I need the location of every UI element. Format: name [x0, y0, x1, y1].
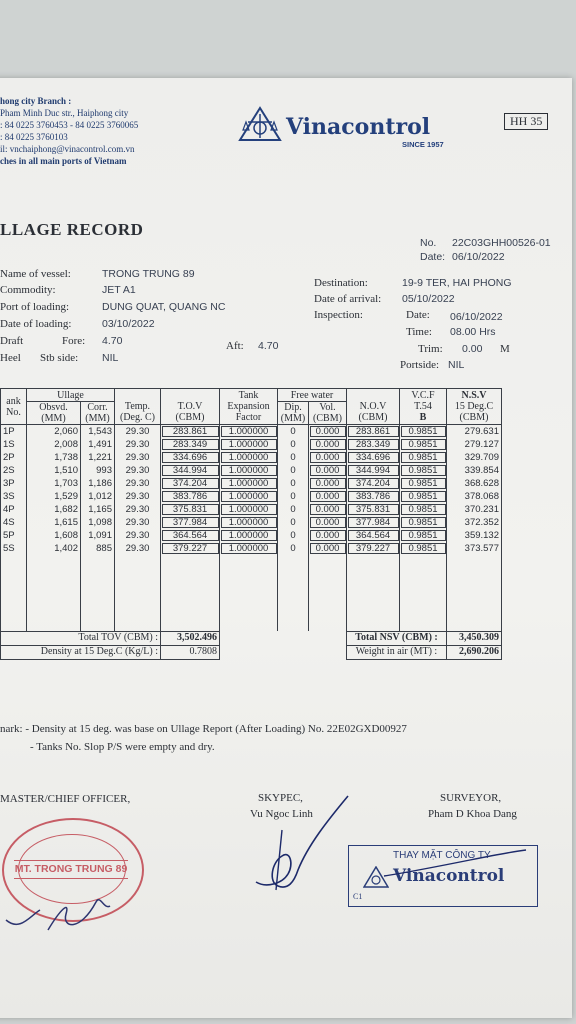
stb-value: NIL	[102, 352, 119, 364]
branch-line-5: il: vnchaiphong@vinacontrol.com.vn	[0, 144, 135, 154]
cell-vol: 0.000	[309, 451, 347, 464]
cell-exp: 1.000000	[220, 490, 278, 503]
cell-nov: 377.984	[347, 516, 400, 529]
cell-temp: 29.30	[115, 516, 161, 529]
col-temp-header: Temp. (Deg. C)	[115, 389, 161, 425]
doc-date-label: Date:	[420, 251, 446, 263]
cell-temp: 29.30	[115, 503, 161, 516]
cell-dip: 0	[278, 451, 309, 464]
cell-obsvd: 2,060	[27, 425, 81, 439]
total-tov-label: Total TOV (CBM) :	[1, 631, 161, 645]
cell-corr: 993	[81, 464, 115, 477]
cell-nsv: 378.068	[447, 490, 502, 503]
cell-corr: 1,091	[81, 529, 115, 542]
cell-corr: 1,186	[81, 477, 115, 490]
cell-vol: 0.000	[309, 438, 347, 451]
cell-corr: 1,098	[81, 516, 115, 529]
cell-obsvd: 1,703	[27, 477, 81, 490]
cell-vol: 0.000	[309, 503, 347, 516]
table-row	[1, 464, 502, 477]
cell-exp: 1.000000	[220, 464, 278, 477]
cell-nov: 379.227	[347, 542, 400, 555]
trim-label: Trim:	[418, 343, 443, 355]
cell-vol: 0.000	[309, 425, 347, 439]
cell-tank: 4P	[1, 503, 27, 516]
brand-since: SINCE 1957	[402, 140, 444, 149]
surveyor-stamp-code: C1	[353, 892, 363, 901]
col-obsvd-header: Obsvd. (MM)	[27, 402, 81, 425]
cell-temp: 29.30	[115, 542, 161, 555]
branch-line-2: Pham Minh Duc str., Haiphong city	[0, 108, 129, 118]
cell-exp: 1.000000	[220, 503, 278, 516]
cell-nov: 334.696	[347, 451, 400, 464]
cell-nsv: 373.577	[447, 542, 502, 555]
cell-tov: 374.204	[161, 477, 220, 490]
fore-value: 4.70	[102, 335, 123, 347]
cell-vcf: 0.9851	[400, 425, 447, 439]
time-value: 08.00 Hrs	[450, 326, 496, 338]
aft-label: Aft:	[226, 340, 244, 352]
cell-vol: 0.000	[309, 542, 347, 555]
skypec-name: Vu Ngoc Linh	[250, 808, 313, 820]
portside-value: NIL	[448, 359, 465, 371]
cell-tank: 5S	[1, 542, 27, 555]
cell-dip: 0	[278, 490, 309, 503]
surveyor-signature-icon	[380, 846, 530, 891]
table-row	[1, 451, 502, 464]
cell-obsvd: 1,402	[27, 542, 81, 555]
cell-temp: 29.30	[115, 490, 161, 503]
col-nov-header: N.O.V (CBM)	[347, 389, 400, 425]
page-title: LLAGE RECORD	[0, 220, 144, 239]
table-row	[1, 542, 502, 555]
cell-vcf: 0.9851	[400, 516, 447, 529]
cell-dip: 0	[278, 529, 309, 542]
cell-corr: 1,491	[81, 438, 115, 451]
col-nsv-header: N.S.V 15 Deg.C (CBM)	[447, 389, 502, 425]
doc-date: 06/10/2022	[452, 251, 505, 263]
inspection-date-label: Date:	[406, 309, 430, 321]
trim-value: 0.00	[462, 343, 483, 355]
cell-tank: 4S	[1, 516, 27, 529]
cell-nov: 283.861	[347, 425, 400, 439]
cell-dip: 0	[278, 425, 309, 439]
cell-nov: 283.349	[347, 438, 400, 451]
skypec-signature-icon	[248, 790, 358, 905]
remark-line-2: - Tanks No. Slop P/S were empty and dry.	[30, 741, 215, 753]
ship-stamp-text: MT. TRONG TRUNG 89	[14, 860, 128, 879]
fore-label: Fore:	[62, 335, 86, 347]
cell-vcf: 0.9851	[400, 490, 447, 503]
table-row	[1, 516, 502, 529]
cell-temp: 29.30	[115, 529, 161, 542]
cell-temp: 29.30	[115, 451, 161, 464]
cell-tov: 344.994	[161, 464, 220, 477]
cell-obsvd: 1,682	[27, 503, 81, 516]
cell-tov: 283.861	[161, 425, 220, 439]
cell-vol: 0.000	[309, 464, 347, 477]
cell-exp: 1.000000	[220, 425, 278, 439]
vinacontrol-logo-icon	[238, 106, 282, 147]
cell-nsv: 372.352	[447, 516, 502, 529]
cell-exp: 1.000000	[220, 438, 278, 451]
remark-line-1: nark: - Density at 15 deg. was base on Ullage Report (After Loading) No. 22E02GXD00927	[0, 723, 407, 735]
col-dip-header: Dip. (MM)	[278, 402, 309, 425]
cell-obsvd: 1,738	[27, 451, 81, 464]
density-label: Density at 15 Deg.C (Kg/L) :	[1, 645, 161, 659]
master-signature-icon	[0, 880, 130, 945]
ullage-group-header: Ullage	[27, 389, 115, 402]
commodity-value: JET A1	[102, 284, 136, 296]
master-label: MASTER/CHIEF OFFICER,	[0, 793, 131, 805]
date-loading-label: Date of loading:	[0, 318, 72, 330]
cell-tank: 1P	[1, 425, 27, 439]
cell-dip: 0	[278, 438, 309, 451]
cell-exp: 1.000000	[220, 529, 278, 542]
cell-vcf: 0.9851	[400, 477, 447, 490]
col-vol-header: Vol. (CBM)	[309, 402, 347, 425]
cell-tank: 2P	[1, 451, 27, 464]
weight-label: Weight in air (MT) :	[347, 645, 447, 659]
skypec-label: SKYPEC,	[258, 792, 303, 804]
destination-value: 19-9 TER, HAI PHONG	[402, 277, 512, 289]
cell-nsv: 329.709	[447, 451, 502, 464]
time-label: Time:	[406, 326, 432, 338]
cell-corr: 1,543	[81, 425, 115, 439]
port-loading-label: Port of loading:	[0, 301, 70, 313]
cell-nsv: 368.628	[447, 477, 502, 490]
portside-label: Portside:	[400, 359, 440, 371]
inspection-label: Inspection:	[314, 309, 363, 321]
destination-label: Destination:	[314, 277, 368, 289]
surveyor-label: SURVEYOR,	[440, 792, 502, 804]
cell-tov: 334.696	[161, 451, 220, 464]
cell-vol: 0.000	[309, 490, 347, 503]
table-blank-area	[1, 555, 502, 631]
cell-vcf: 0.9851	[400, 542, 447, 555]
cell-nsv: 279.631	[447, 425, 502, 439]
table-row	[1, 503, 502, 516]
cell-temp: 29.30	[115, 425, 161, 439]
aft-value: 4.70	[258, 340, 279, 352]
cell-obsvd: 2,008	[27, 438, 81, 451]
cell-tov: 375.831	[161, 503, 220, 516]
col-tank-header: ank No.	[1, 389, 27, 425]
col-exp-header: Tank Expansion Factor	[220, 389, 278, 425]
cell-vcf: 0.9851	[400, 503, 447, 516]
vessel-label: Name of vessel:	[0, 268, 71, 280]
cell-tank: 2S	[1, 464, 27, 477]
density-value: 0.7808	[161, 645, 220, 659]
cell-temp: 29.30	[115, 477, 161, 490]
cell-nsv: 370.231	[447, 503, 502, 516]
branch-line-3: : 84 0225 3760453 - 84 0225 3760065	[0, 120, 139, 130]
ullage-table	[0, 388, 502, 660]
cell-nov: 383.786	[347, 490, 400, 503]
surveyor-stamp-brand: Vinacontrol	[393, 866, 505, 886]
brand-name: Vinacontrol	[286, 114, 431, 140]
cell-tov: 383.786	[161, 490, 220, 503]
weight-value: 2,690.206	[447, 645, 502, 659]
cell-tank: 1S	[1, 438, 27, 451]
cell-nsv: 359.132	[447, 529, 502, 542]
table-row	[1, 438, 502, 451]
cell-obsvd: 1,510	[27, 464, 81, 477]
table-row	[1, 425, 502, 439]
branch-line-6: ches in all main ports of Vietnam	[0, 156, 127, 166]
cell-vol: 0.000	[309, 516, 347, 529]
doc-no-label: No.	[420, 237, 437, 249]
cell-corr: 1,012	[81, 490, 115, 503]
cell-dip: 0	[278, 503, 309, 516]
form-code-box: HH 35	[504, 113, 548, 130]
cell-nov: 364.564	[347, 529, 400, 542]
draft-label: Draft	[0, 335, 24, 347]
cell-nov: 374.204	[347, 477, 400, 490]
cell-vol: 0.000	[309, 529, 347, 542]
cell-vcf: 0.9851	[400, 529, 447, 542]
cell-nov: 375.831	[347, 503, 400, 516]
cell-corr: 1,165	[81, 503, 115, 516]
cell-dip: 0	[278, 516, 309, 529]
surveyor-name: Pham D Khoa Dang	[428, 808, 517, 820]
cell-vcf: 0.9851	[400, 438, 447, 451]
cell-tov: 283.349	[161, 438, 220, 451]
col-tov-header: T.O.V (CBM)	[161, 389, 220, 425]
cell-tank: 3P	[1, 477, 27, 490]
inspection-date-value: 06/10/2022	[450, 311, 503, 323]
cell-exp: 1.000000	[220, 451, 278, 464]
trim-unit: M	[500, 343, 510, 355]
col-corr-header: Corr. (MM)	[81, 402, 115, 425]
cell-obsvd: 1,615	[27, 516, 81, 529]
cell-tov: 379.227	[161, 542, 220, 555]
total-nsv-value: 3,450.309	[447, 631, 502, 645]
cell-tank: 3S	[1, 490, 27, 503]
cell-dip: 0	[278, 477, 309, 490]
total-tov-value: 3,502.496	[161, 631, 220, 645]
cell-tov: 377.984	[161, 516, 220, 529]
heel-label: Heel	[0, 352, 21, 364]
cell-nsv: 339.854	[447, 464, 502, 477]
cell-obsvd: 1,608	[27, 529, 81, 542]
cell-corr: 885	[81, 542, 115, 555]
cell-nsv: 279.127	[447, 438, 502, 451]
cell-dip: 0	[278, 542, 309, 555]
arrival-label: Date of arrival:	[314, 293, 382, 305]
branch-line-1: hong city Branch :	[0, 96, 72, 106]
cell-vcf: 0.9851	[400, 464, 447, 477]
surveyor-stamp-top: THAY MẶT CÔNG TY	[393, 850, 491, 861]
cell-temp: 29.30	[115, 438, 161, 451]
cell-exp: 1.000000	[220, 477, 278, 490]
table-row	[1, 529, 502, 542]
date-loading-value: 03/10/2022	[102, 318, 155, 330]
cell-vol: 0.000	[309, 477, 347, 490]
col-vcf-header: V.C.F T.54 B	[400, 389, 447, 425]
arrival-value: 05/10/2022	[402, 293, 455, 305]
vessel-value: TRONG TRUNG 89	[102, 268, 195, 280]
table-row	[1, 477, 502, 490]
total-nsv-label: Total NSV (CBM) :	[347, 631, 447, 645]
cell-obsvd: 1,529	[27, 490, 81, 503]
cell-corr: 1,221	[81, 451, 115, 464]
cell-tank: 5P	[1, 529, 27, 542]
commodity-label: Commodity:	[0, 284, 56, 296]
cell-temp: 29.30	[115, 464, 161, 477]
table-row	[1, 490, 502, 503]
doc-no: 22C03GHH00526-01	[452, 237, 551, 249]
cell-vcf: 0.9851	[400, 451, 447, 464]
cell-exp: 1.000000	[220, 516, 278, 529]
branch-line-4: : 84 0225 3760103	[0, 132, 68, 142]
free-water-group-header: Free water	[278, 389, 347, 402]
port-loading-value: DUNG QUAT, QUANG NC	[102, 301, 226, 313]
cell-exp: 1.000000	[220, 542, 278, 555]
cell-tov: 364.564	[161, 529, 220, 542]
cell-nov: 344.994	[347, 464, 400, 477]
stb-label: Stb side:	[40, 352, 79, 364]
cell-dip: 0	[278, 464, 309, 477]
